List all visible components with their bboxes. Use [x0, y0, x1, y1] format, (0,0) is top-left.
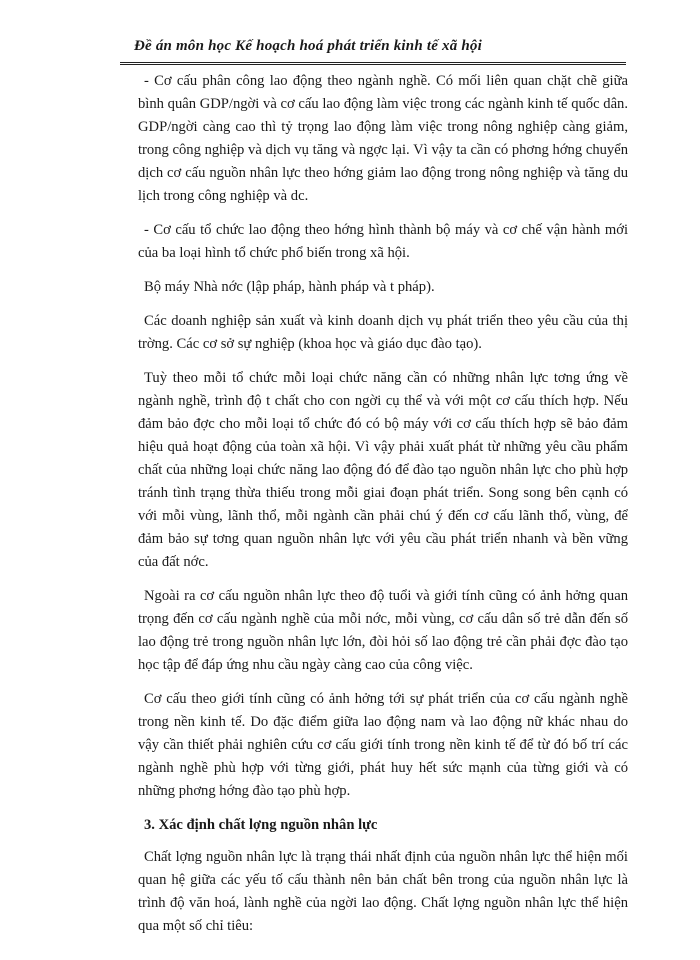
paragraph-quality: Chất lợng nguồn nhân lực là trạng thái nhất định của nguồn nhân lực thể hiện mối quan hệ giữa các yếu tố cấu thành nên bản chất bên trong của nguồn nhân lực là trình độ văn hoá, lành nghề của ngời lao động. Chất lợng nguồn nhân lực thể hiện qua một số chỉ tiêu:: [138, 849, 628, 934]
paragraph-functions: Tuỳ theo mỗi tổ chức mỗi loại chức năng cần có những nhân lực tơng ứng về ngành nghề, trình độ t chất cho con ngời cụ thể và với một cơ cấu thích hợp. Nếu đảm bảo đợc cho mỗi loại tổ chức đó có bộ máy với cơ cấu thích hợp sẽ bảo đảm hiệu quả hoạt động của toàn xã hội. Vì vậy phải xuất phát từ những yêu cầu phẩm chất của những loại chức năng lao động đó để đào tạo nguồn nhân lực cho phù hợp tránh tình trạng thừa thiếu trong mỗi giai đoạn phát triển. Song song bên cạnh có với mỗi vùng, lãnh thổ, mỗi ngành cần phải chú ý đến cơ cấu lãnh thổ, vùng, để đảm bảo sự tơng quan nguồn nhân lực với yêu cầu phát triển nhanh và bền vững của đất nớc.: [138, 370, 628, 570]
paragraph-organization-structure: - Cơ cấu tổ chức lao động theo hớng hình thành bộ máy và cơ chế vận hành mới của ba loại hình tổ chức phổ biến trong xã hội.: [138, 222, 628, 261]
section-heading: 3. Xác định chất lợng nguồn nhân lực: [144, 817, 378, 833]
page-header: [120, 36, 626, 65]
document-body: [138, 70, 628, 949]
paragraph-occupation-structure: - Cơ cấu phân công lao động theo ngành nghề. Có mối liên quan chặt chẽ giữa bình quân GDP/ngời và cơ cấu lao động làm việc trong các ngành kinh tế quốc dân. GDP/ngời càng cao thì tỷ trọng lao động làm việc trong nông nghiệp càng giảm, trong công nghiệp và dịch vụ tăng và ngợc lại. Vì vậy ta cần có phơng hớng chuyển dịch cơ cấu nguồn nhân lực theo hớng giảm lao động trong nông nghiệp và tăng du lịch trong công nghiệp và dc.: [138, 73, 628, 204]
paragraph-state-apparatus: Bộ máy Nhà nớc (lập pháp, hành pháp và t pháp).: [144, 279, 435, 295]
header-title: Đề án môn học Kế hoạch hoá phát triển kinh tế xã hội: [134, 38, 482, 54]
paragraph-age-gender: Ngoài ra cơ cấu nguồn nhân lực theo độ tuổi và giới tính cũng có ảnh hởng quan trọng đến cơ cấu ngành nghề của mỗi nớc, mỗi vùng, cơ cấu dân số trẻ dẫn đến số lao động trẻ trong nguồn nhân lực lớn, đòi hỏi số lao động trẻ cần phải đợc đào tạo học tập để đáp ứng nhu cầu ngày càng cao của công việc.: [138, 588, 628, 673]
paragraph-enterprises: Các doanh nghiệp sản xuất và kinh doanh dịch vụ phát triển theo yêu cầu của thị trờng. Các cơ sở sự nghiệp (khoa học và giáo dục đào tạo).: [138, 313, 628, 352]
paragraph-gender: Cơ cấu theo giới tính cũng có ảnh hởng tới sự phát triển của cơ cấu ngành nghề trong nền kinh tế. Do đặc điểm giữa lao động nam và lao động nữ khác nhau do vậy cần thiết phải nghiên cứu cơ cấu giới tính trong nền kinh tế để từ đó bố trí các ngành nghề phù hợp với từng giới, phát huy hết sức mạnh của từng giới và có những phơng hớng đào tạo phù hợp.: [138, 691, 628, 799]
